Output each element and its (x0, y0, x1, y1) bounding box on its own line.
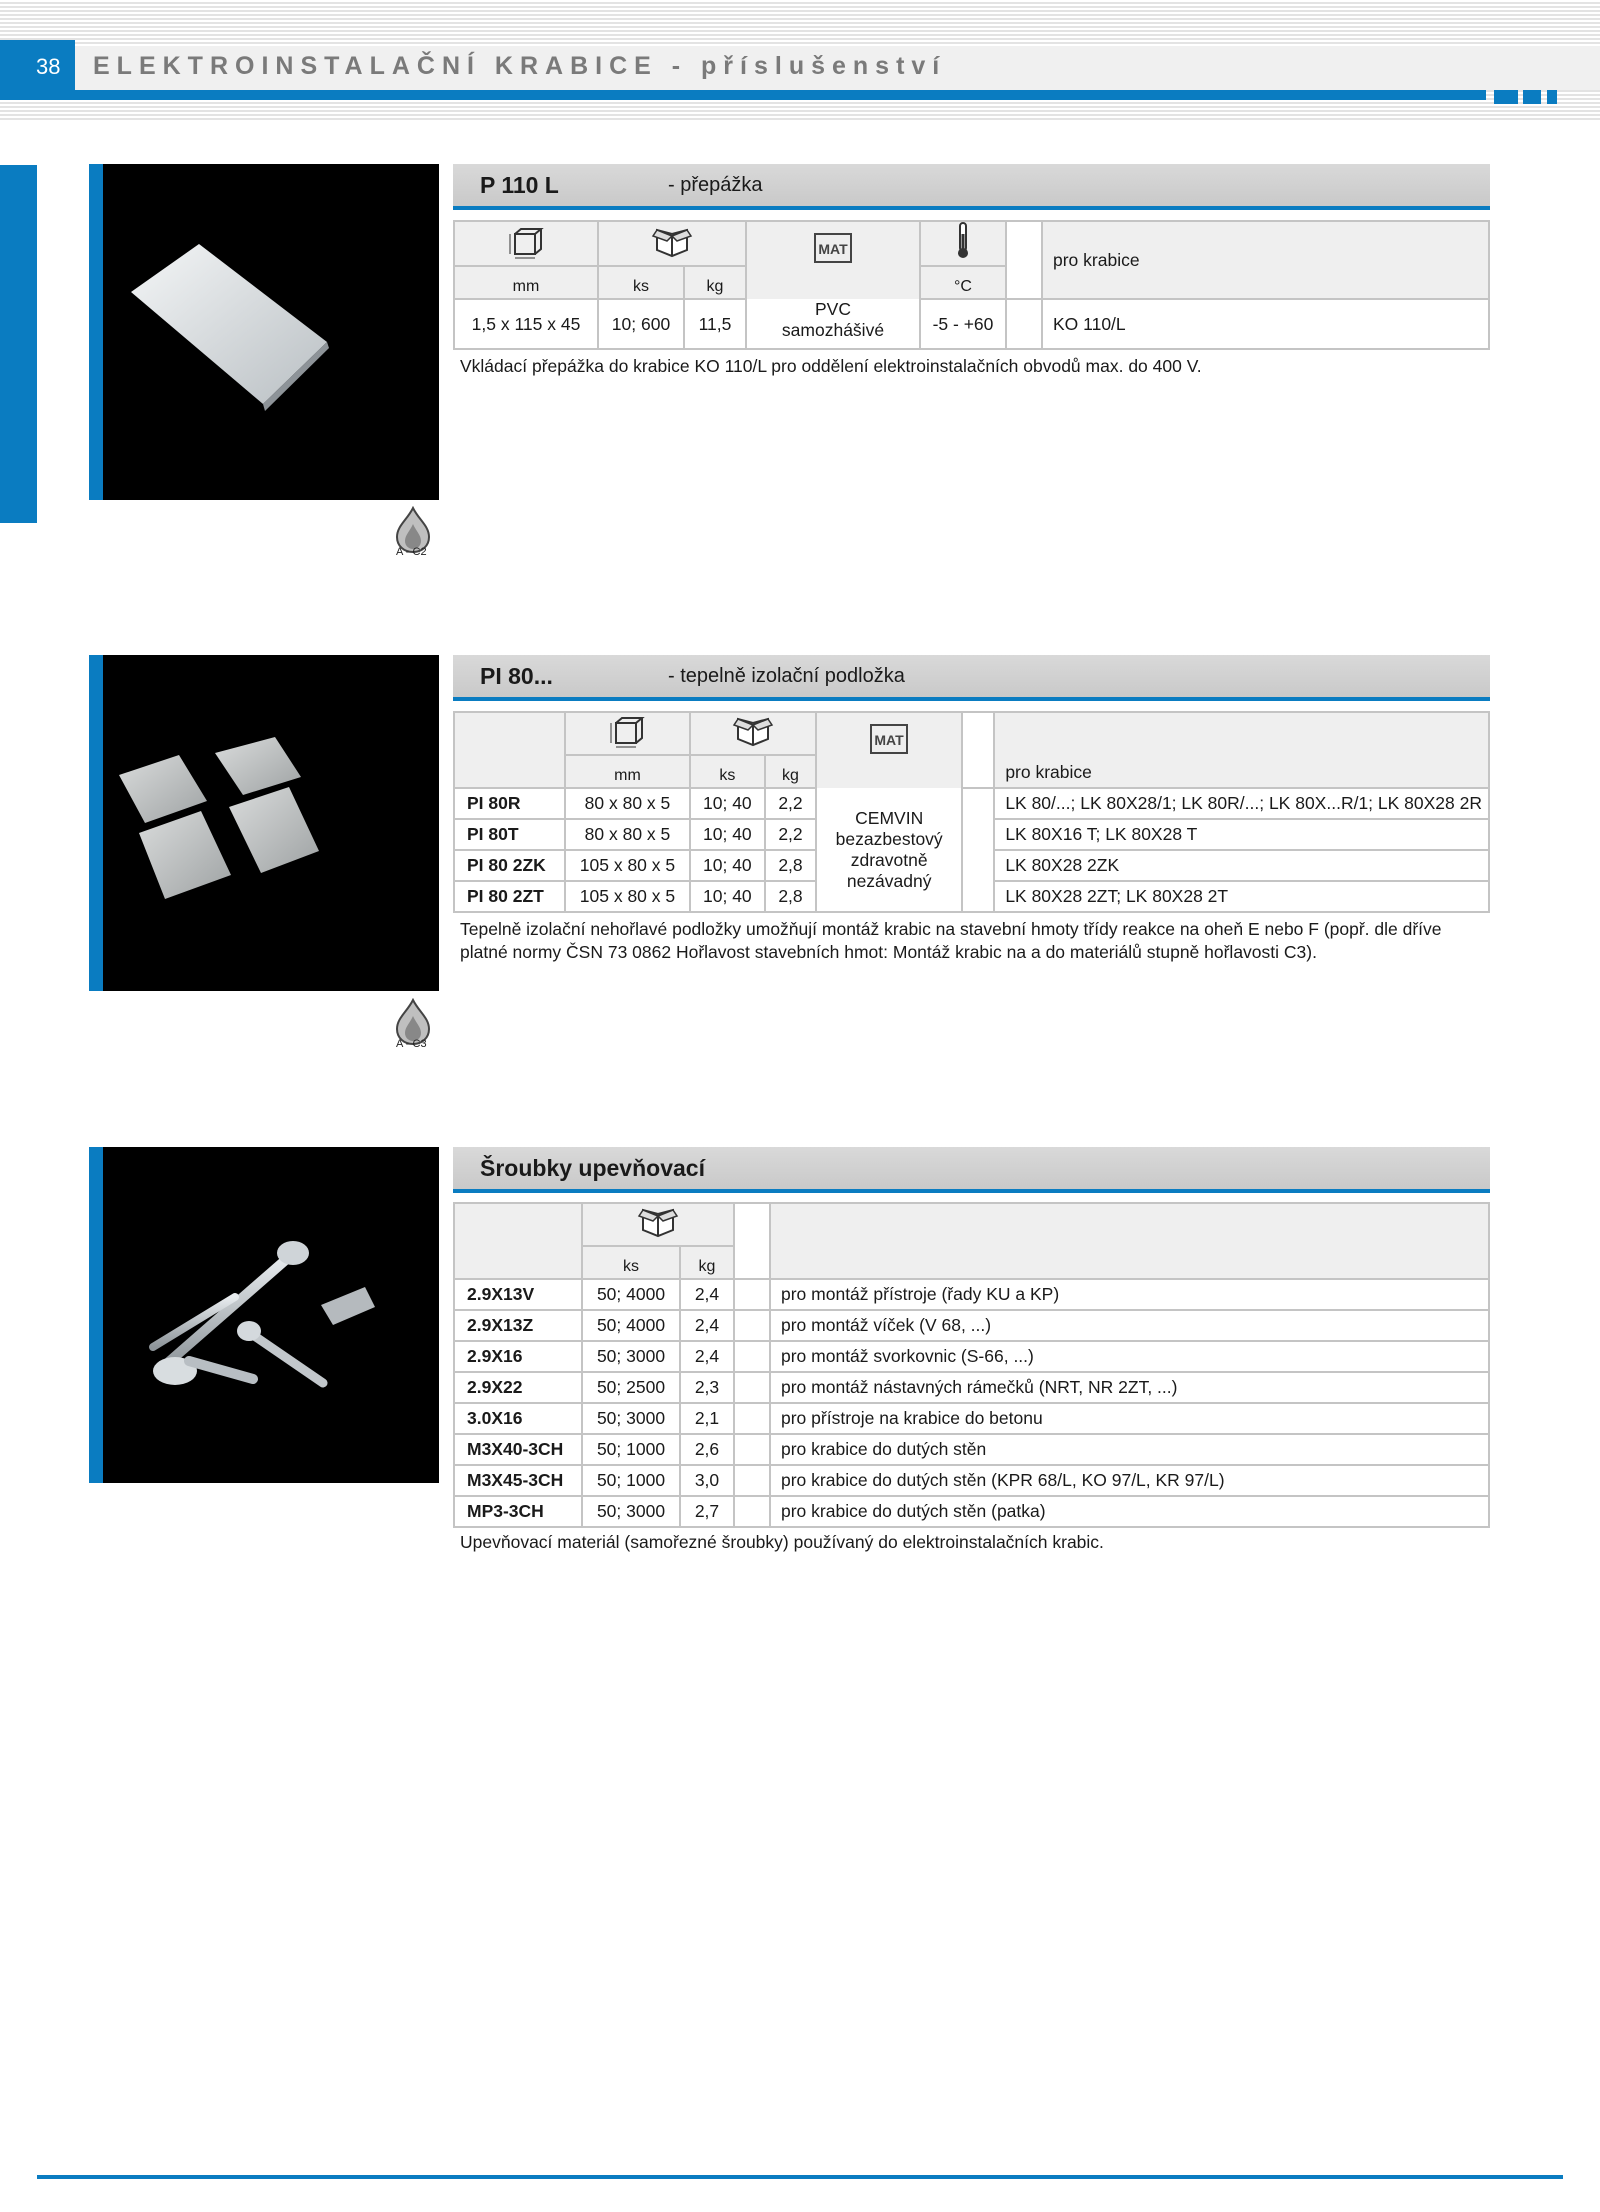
spec-table-screws (453, 1202, 1490, 1528)
code-header-cell (454, 1203, 582, 1279)
spacer-cell (962, 788, 994, 912)
temperature-icon-cell (920, 221, 1006, 266)
table-row (454, 1279, 1489, 1310)
spacer-cell (734, 1434, 770, 1465)
row-use: pro montáž víček (V 68, ...) (770, 1310, 1489, 1341)
fire-class-label: A - C3 (396, 1038, 427, 1050)
table-row (454, 1403, 1489, 1434)
row-kg: 2,1 (680, 1403, 734, 1434)
row-code: 2.9X13Z (454, 1310, 582, 1341)
row-use: pro montáž nástavných rámečků (NRT, NR 2ZT, ...) (770, 1372, 1489, 1403)
spacer-cell (734, 1279, 770, 1310)
spacer-cell (734, 1372, 770, 1403)
product-photo-p110l (89, 164, 439, 500)
row-ks: 50; 1000 (582, 1465, 680, 1496)
value-temperature: -5 - +60 (920, 299, 1006, 349)
table-row (454, 1465, 1489, 1496)
table-row (454, 1310, 1489, 1341)
page-number: 38 (36, 54, 61, 79)
spec-table-p110l (453, 220, 1490, 350)
row-ks: 10; 40 (690, 788, 765, 819)
fire-class-label: A - C2 (396, 546, 427, 558)
pro-krabice-header: pro krabice (994, 712, 1489, 788)
product-code: P 110 L (480, 172, 559, 198)
pro-krabice-header: pro krabice (1042, 221, 1489, 299)
value-ks: 10; 600 (598, 299, 684, 349)
package-icon-cell (598, 221, 746, 266)
spec-table-pi80 (453, 711, 1490, 913)
row-code: 3.0X16 (454, 1403, 582, 1434)
row-ks: 50; 2500 (582, 1372, 680, 1403)
row-dimensions: 105 x 80 x 5 (565, 881, 690, 912)
package-box-icon (637, 1204, 679, 1240)
row-kg: 2,7 (680, 1496, 734, 1527)
unit-mm: mm (565, 755, 690, 788)
footer-line (37, 2175, 1563, 2179)
row-dimensions: 80 x 80 x 5 (565, 819, 690, 850)
product-photo-screws (89, 1147, 439, 1483)
row-kg: 2,4 (680, 1279, 734, 1310)
row-ks: 50; 4000 (582, 1310, 680, 1341)
row-use: pro přístroje na krabice do betonu (770, 1403, 1489, 1434)
code-header-cell (454, 712, 565, 788)
spacer-cell (734, 1203, 770, 1279)
row-use: pro montáž přístroje (řady KU a KP) (770, 1279, 1489, 1310)
product-code: PI 80... (480, 663, 553, 689)
row-kg: 2,3 (680, 1372, 734, 1403)
row-code: 2.9X13V (454, 1279, 582, 1310)
material-header-cell (816, 712, 962, 788)
section-title-bar-screws (453, 1147, 1490, 1193)
material-line-3: zdravotně (850, 849, 928, 870)
product-note (460, 918, 1442, 964)
unit-kg: kg (684, 266, 746, 299)
row-code: 2.9X16 (454, 1341, 582, 1372)
note-line-1: Tepelně izolační nehořlavé podložky umožňují montáž krabic na stavební hmoty třídy reakce na oheň E nebo F (popř. dle dříve (460, 919, 1442, 939)
spacer-cell (734, 1403, 770, 1434)
section-title-bar-p110l (453, 164, 1490, 210)
row-code: 2.9X22 (454, 1372, 582, 1403)
value-dimensions: 1,5 x 115 x 45 (454, 299, 598, 349)
package-icon-cell (582, 1203, 734, 1246)
row-kg: 3,0 (680, 1465, 734, 1496)
material-line-1: PVC (815, 299, 851, 319)
svg-text:MAT: MAT (818, 241, 848, 257)
row-ks: 50; 4000 (582, 1279, 680, 1310)
row-kg: 2,8 (765, 850, 816, 881)
unit-mm: mm (454, 266, 598, 299)
value-material (746, 299, 920, 349)
package-icon-cell (690, 712, 816, 755)
package-box-icon (732, 713, 774, 749)
row-ks: 10; 40 (690, 850, 765, 881)
product-code: Šroubky upevňovací (480, 1155, 705, 1181)
product-description: - tepelně izolační podložka (668, 665, 905, 687)
row-use: pro krabice do dutých stěn (KPR 68/L, KO 97/L, KR 97/L) (770, 1465, 1489, 1496)
spacer-cell (734, 1310, 770, 1341)
product-description: - přepážka (668, 174, 763, 196)
row-dimensions: 80 x 80 x 5 (565, 788, 690, 819)
table-row (454, 1496, 1489, 1527)
material-line-4: nezávadný (846, 870, 932, 891)
row-kg: 2,4 (680, 1341, 734, 1372)
row-pro-krabice: LK 80X28 2ZK (994, 850, 1489, 881)
row-code: PI 80T (454, 819, 565, 850)
spacer-cell (962, 712, 994, 788)
header-accent-bar (0, 90, 1486, 100)
package-box-icon (651, 224, 693, 260)
side-tab (0, 165, 37, 523)
header-square-1 (1494, 90, 1518, 104)
product-photo-pi80 (89, 655, 439, 991)
svg-text:MAT: MAT (874, 732, 904, 748)
thermometer-icon (956, 222, 970, 260)
row-ks: 50; 3000 (582, 1403, 680, 1434)
unit-kg: kg (680, 1246, 734, 1279)
material-line-1: CEMVIN (855, 807, 924, 828)
table-row (454, 1341, 1489, 1372)
table-row (454, 1372, 1489, 1403)
value-kg: 11,5 (684, 299, 746, 349)
row-code: M3X45-3CH (454, 1465, 582, 1496)
row-code: PI 80 2ZT (454, 881, 565, 912)
row-dimensions: 105 x 80 x 5 (565, 850, 690, 881)
dimension-icon-cell (454, 221, 598, 266)
row-pro-krabice: LK 80X28 2ZT; LK 80X28 2T (994, 881, 1489, 912)
row-ks: 50; 1000 (582, 1434, 680, 1465)
spacer-cell (734, 1465, 770, 1496)
value-pro-krabice: KO 110/L (1042, 299, 1489, 349)
row-kg: 2,2 (765, 788, 816, 819)
spacer-cell (1006, 221, 1042, 299)
row-code: MP3-3CH (454, 1496, 582, 1527)
section-title-bar-pi80 (453, 655, 1490, 701)
material-description (816, 788, 962, 912)
material-header-cell (746, 221, 920, 299)
table-row (454, 788, 1489, 819)
row-code: PI 80R (454, 788, 565, 819)
unit-ks: ks (690, 755, 765, 788)
unit-kg: kg (765, 755, 816, 788)
material-line-2: samozhášivé (781, 320, 885, 340)
mat-material-icon (869, 723, 909, 755)
unit-ks: ks (598, 266, 684, 299)
spacer-cell (1006, 299, 1042, 349)
product-note: Upevňovací materiál (samořezné šroubky) používaný do elektroinstalačních krabic. (460, 1532, 1104, 1552)
row-use: pro krabice do dutých stěn (770, 1434, 1489, 1465)
row-pro-krabice: LK 80X16 T; LK 80X28 T (994, 819, 1489, 850)
row-kg: 2,8 (765, 881, 816, 912)
row-ks: 50; 3000 (582, 1496, 680, 1527)
row-kg: 2,4 (680, 1310, 734, 1341)
row-ks: 10; 40 (690, 881, 765, 912)
header-square-2 (1523, 90, 1541, 104)
spacer-cell (734, 1496, 770, 1527)
use-header-cell (770, 1203, 1489, 1279)
page-title: ELEKTROINSTALAČNÍ KRABICE - příslušenství (93, 52, 947, 80)
row-pro-krabice: LK 80/...; LK 80X28/1; LK 80R/...; LK 80X...R/1; LK 80X28 2R (994, 788, 1489, 819)
spacer-cell (734, 1341, 770, 1372)
dimension-icon-cell (565, 712, 690, 755)
box-dimensions-icon (507, 226, 545, 260)
unit-ks: ks (582, 1246, 680, 1279)
row-use: pro krabice do dutých stěn (patka) (770, 1496, 1489, 1527)
row-ks: 10; 40 (690, 819, 765, 850)
box-dimensions-icon (608, 715, 646, 749)
row-use: pro montáž svorkovnic (S-66, ...) (770, 1341, 1489, 1372)
material-line-2: bezazbestový (835, 828, 943, 849)
row-kg: 2,6 (680, 1434, 734, 1465)
table-row (454, 1434, 1489, 1465)
row-code: M3X40-3CH (454, 1434, 582, 1465)
row-code: PI 80 2ZK (454, 850, 565, 881)
header-square-3 (1547, 90, 1557, 104)
product-note: Vkládací přepážka do krabice KO 110/L pro oddělení elektroinstalačních obvodů max. do 400 V. (460, 356, 1202, 376)
unit-temp: °C (920, 266, 1006, 299)
note-line-2: platné normy ČSN 73 0862 Hořlavost stavebních hmot: Montáž krabic na a do materiálů stupně hořlavosti C3). (460, 942, 1317, 962)
row-ks: 50; 3000 (582, 1341, 680, 1372)
row-kg: 2,2 (765, 819, 816, 850)
mat-material-icon (813, 232, 853, 264)
